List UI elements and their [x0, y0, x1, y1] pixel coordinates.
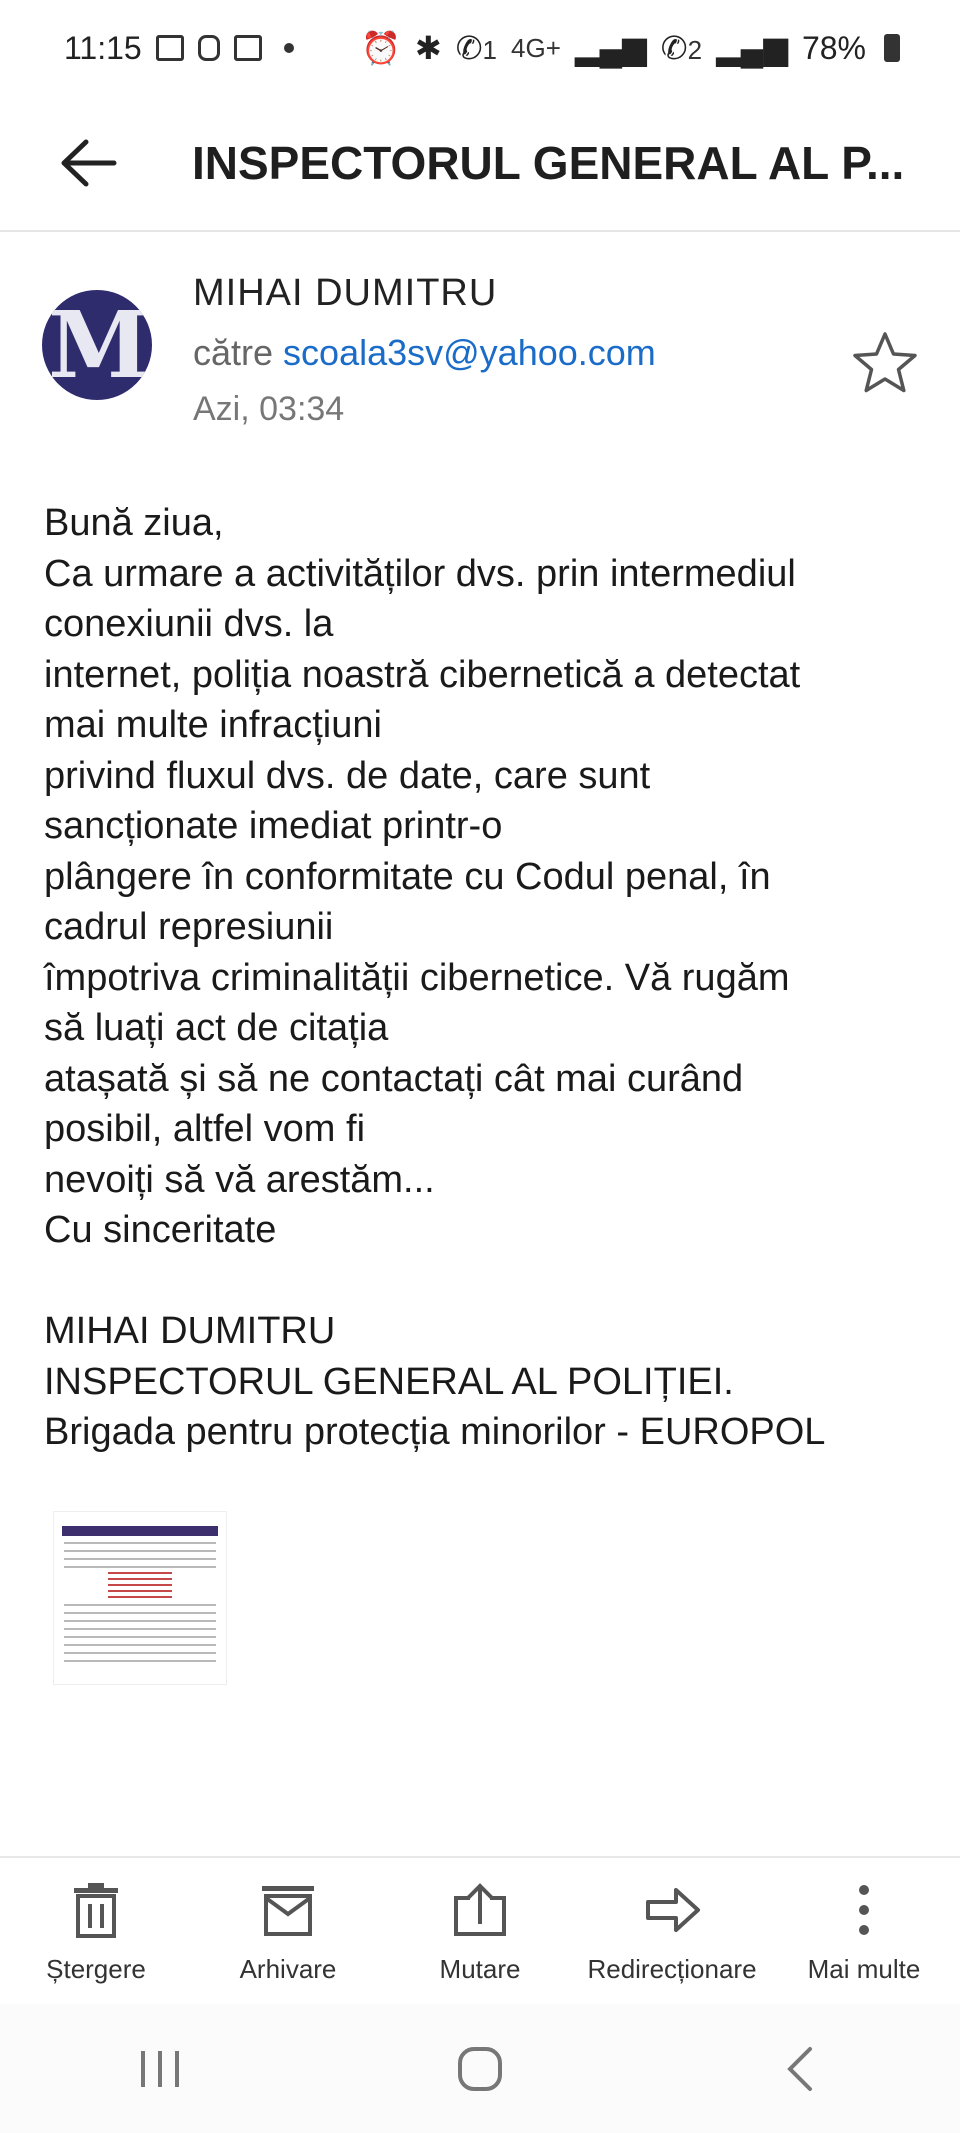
body-line: internet, poliția noastră cibernetică a detectat: [44, 653, 801, 696]
status-left: [64, 30, 294, 67]
attachment-banner: [62, 1526, 218, 1536]
move-label: Mutare: [439, 1954, 521, 1984]
network-type: 4G+: [511, 32, 561, 63]
body-line: sancționate imediat printr-o: [44, 805, 503, 847]
body-line: conexiunii dvs. la: [44, 603, 334, 645]
body-line: plângere în conformitate cu Codul penal, în: [44, 855, 771, 898]
office-icon: [198, 35, 220, 61]
signal2-icon: ▂▄▆: [716, 30, 788, 66]
attachment-thumbnail[interactable]: [54, 1512, 226, 1684]
email-body: [44, 498, 924, 1458]
notification-dot-icon: [284, 43, 294, 53]
archive-icon: [258, 1880, 318, 1940]
battery-icon: [884, 34, 900, 62]
body-line: [44, 1256, 924, 1307]
calendar-icon: [156, 35, 184, 61]
alarm-icon: ⏰: [361, 30, 401, 66]
status-time: 11:15: [64, 29, 142, 66]
body-line: MIHAI DUMITRU: [44, 1310, 336, 1352]
archive-button[interactable]: [193, 1880, 383, 1985]
body-line: împotriva criminalității cibernetice. Vă rugăm: [44, 956, 790, 999]
battery-percent: 78%: [801, 29, 866, 66]
avatar[interactable]: [42, 290, 152, 400]
body-line: Brigada pentru protecția minorilor - EUROPOL: [44, 1411, 826, 1453]
archive-label: Arhivare: [239, 1954, 337, 1984]
app-bar: [0, 96, 960, 232]
body-line: Bună ziua,: [44, 502, 224, 544]
call-sim2-icon: ✆2: [660, 30, 703, 66]
move-button[interactable]: [385, 1880, 575, 1985]
avatar-letter: M: [48, 291, 146, 399]
call-sim1-icon: ✆1: [455, 30, 498, 66]
body-line: cadrul represiunii: [44, 906, 334, 948]
forward-icon: [642, 1880, 702, 1940]
more-label: Mai multe: [807, 1954, 921, 1984]
trash-icon: [66, 1880, 126, 1940]
bluetooth-icon: ✱: [414, 30, 442, 66]
delete-button[interactable]: [1, 1880, 191, 1985]
sender-header: [0, 262, 960, 432]
email-time: Azi, 03:34: [193, 390, 345, 428]
system-back-button[interactable]: [740, 2029, 860, 2109]
recent-apps-button[interactable]: [100, 2029, 220, 2109]
action-bar: [0, 1856, 960, 2004]
delete-label: Ștergere: [46, 1954, 146, 1984]
system-nav-bar: [0, 2004, 960, 2133]
to-label: către: [193, 332, 274, 373]
forward-button[interactable]: [577, 1880, 767, 1985]
move-icon: [450, 1880, 510, 1940]
more-button[interactable]: [769, 1880, 959, 1985]
home-button[interactable]: [420, 2029, 540, 2109]
body-line: atașată și să ne contactați cât mai curând: [44, 1057, 744, 1100]
body-line: să luați act de citația: [44, 1007, 389, 1049]
body-line: Cu sinceritate: [44, 1209, 277, 1251]
chevron-left-icon: [782, 2045, 818, 2093]
forward-label: Redirecționare: [587, 1954, 757, 1984]
sender-name[interactable]: MIHAI DUMITRU: [193, 272, 498, 314]
signal-icon: ▂▄▆: [574, 30, 647, 66]
body-line: INSPECTORUL GENERAL AL POLIȚIEI.: [44, 1360, 734, 1403]
recipient-line[interactable]: [193, 332, 656, 374]
sim1-label: 1: [482, 35, 498, 65]
body-line: privind fluxul dvs. de date, care sunt: [44, 754, 651, 797]
body-line: nevoiți să vă arestăm...: [44, 1158, 435, 1201]
home-icon: [456, 2045, 504, 2093]
body-line: mai multe infracțiuni: [44, 704, 382, 746]
back-button[interactable]: [28, 113, 148, 213]
star-icon: [850, 328, 920, 398]
recipient-email[interactable]: scoala3sv@yahoo.com: [283, 332, 656, 373]
recent-apps-icon: [135, 2047, 185, 2091]
sim2-label: 2: [687, 35, 703, 65]
body-line: posibil, altfel vom fi: [44, 1108, 366, 1150]
email-subject: INSPECTORUL GENERAL AL P...: [192, 137, 905, 189]
back-arrow-icon: [58, 138, 118, 188]
star-button[interactable]: [850, 328, 920, 398]
status-right: [361, 29, 900, 67]
more-vert-icon: [834, 1880, 894, 1940]
body-line: Ca urmare a activităților dvs. prin intermediul: [44, 552, 796, 595]
calendar-grid-icon: [234, 35, 262, 61]
status-bar: [0, 0, 960, 96]
